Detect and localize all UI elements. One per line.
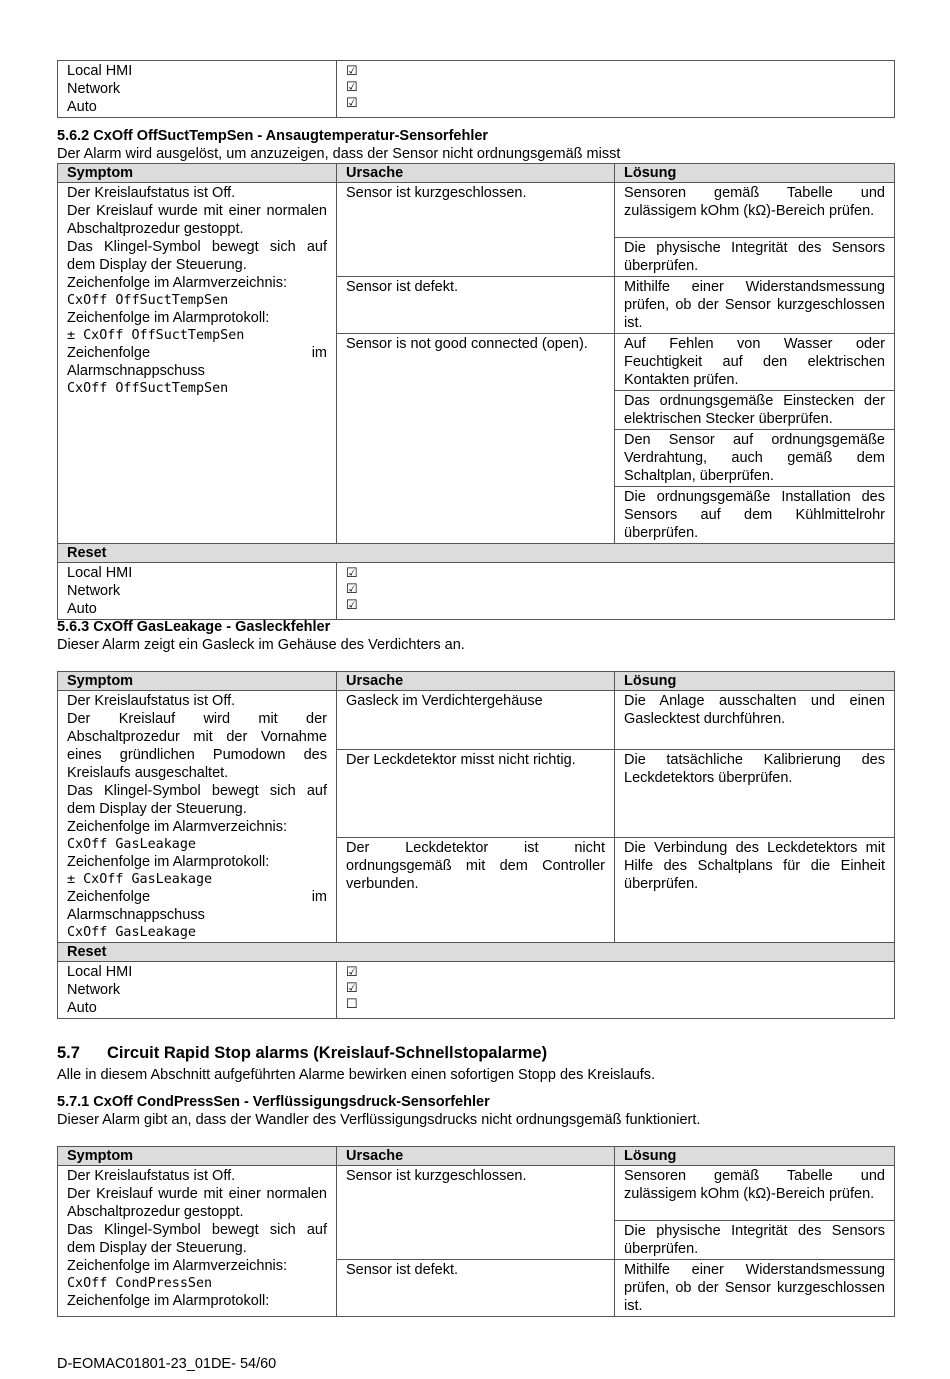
symptom-text: Zeichenfolge im Alarmverzeichnis: <box>67 1258 288 1274</box>
column-header-ursache: Ursache <box>337 1147 615 1166</box>
symptom-text: Das Klingel-Symbol bewegt sich auf dem Display der Steuerung. <box>67 1222 327 1256</box>
column-header-ursache: Ursache <box>337 164 615 183</box>
reset-item: Auto <box>67 99 97 115</box>
symptom-text: Alarmschnappschuss <box>67 363 205 379</box>
solution-cell: Mithilfe einer Widerstandsmessung prüfen, ob der Sensor kurzgeschlossen ist. <box>615 1260 895 1317</box>
section-heading-5-7 <box>57 1044 547 1062</box>
solution-cell: Den Sensor auf ordnungsgemäße Verdrahtung, auch gemäß dem Schaltplan, überprüfen. <box>615 430 895 487</box>
symptom-text: Das Klingel-Symbol bewegt sich auf dem Display der Steuerung. <box>67 783 327 817</box>
alarm-table-5-7-1 <box>57 1146 894 1317</box>
solution-cell: Mithilfe einer Widerstandsmessung prüfen, ob der Sensor kurzgeschlossen ist. <box>615 277 895 334</box>
symptom-cell <box>58 183 337 544</box>
section-intro-5-6-3: Dieser Alarm zeigt ein Gasleck im Gehäuse des Verdichters an. <box>57 637 465 653</box>
checkbox-icon: ☑ <box>346 565 358 580</box>
alarm-code: ± CxOff OffSuctTempSen <box>67 328 245 343</box>
top-reset-table <box>57 60 894 118</box>
solution-cell: Die physische Integrität des Sensors überprüfen. <box>615 238 895 277</box>
page-footer: D-EOMAC01801-23_01DE- 54/60 <box>57 1356 277 1372</box>
reset-item: Local HMI <box>67 964 133 980</box>
section-number: 5.7 <box>57 1044 80 1062</box>
alarm-code: CxOff GasLeakage <box>67 837 196 852</box>
column-header-loesung: Lösung <box>615 1147 895 1166</box>
cause-cell: Sensor ist defekt. <box>337 277 615 334</box>
reset-checks-cell <box>337 962 895 1019</box>
reset-checks-cell <box>337 563 895 620</box>
symptom-text: Alarmschnappschuss <box>67 907 205 923</box>
reset-item: Network <box>67 583 121 599</box>
reset-item: Network <box>67 81 121 97</box>
alarm-code: CxOff OffSuctTempSen <box>67 293 229 308</box>
checkbox-icon: ☑ <box>346 581 358 596</box>
section-intro-5-6-2: Der Alarm wird ausgelöst, um anzuzeigen, dass der Sensor nicht ordnungsgemäß misst <box>57 146 621 162</box>
reset-items-cell <box>58 962 337 1019</box>
symptom-text: Zeichenfolge <box>67 345 151 361</box>
reset-header: Reset <box>58 544 895 563</box>
checkbox-icon: ☑ <box>346 95 358 110</box>
cause-cell: Sensor ist kurzgeschlossen. <box>337 183 615 277</box>
section-heading-5-6-3: 5.6.3 CxOff GasLeakage - Gasleckfehler <box>57 619 331 635</box>
section-intro-5-7-1: Dieser Alarm gibt an, dass der Wandler des Verflüssigungsdrucks nicht ordnungsgemäß funktioniert. <box>57 1112 701 1128</box>
cause-cell: Sensor ist kurzgeschlossen. <box>337 1166 615 1260</box>
solution-cell: Auf Fehlen von Wasser oder Feuchtigkeit auf den elektrischen Kontakten prüfen. <box>615 334 895 391</box>
reset-checks-cell <box>337 61 895 118</box>
alarm-code: ± CxOff GasLeakage <box>67 872 213 887</box>
alarm-table-5-6-3 <box>57 671 894 1019</box>
solution-cell: Sensoren gemäß Tabelle und zulässigem kOhm (kΩ)-Bereich prüfen. <box>615 1166 895 1221</box>
reset-item: Local HMI <box>67 63 133 79</box>
reset-items-cell <box>58 61 337 118</box>
symptom-text: Der Kreislaufstatus ist Off. <box>67 1168 236 1184</box>
cause-cell: Der Leckdetektor misst nicht richtig. <box>337 750 615 838</box>
checkbox-icon: ☑ <box>346 964 358 979</box>
reset-header: Reset <box>58 943 895 962</box>
column-header-loesung: Lösung <box>615 672 895 691</box>
reset-item: Auto <box>67 601 97 617</box>
section-heading-5-7-1: 5.7.1 CxOff CondPressSen - Verflüssigungsdruck-Sensorfehler <box>57 1094 490 1110</box>
reset-item: Local HMI <box>67 565 133 581</box>
section-intro-5-7: Alle in diesem Abschnitt aufgeführten Alarme bewirken einen sofortigen Stopp des Kreislaufs. <box>57 1067 656 1083</box>
symptom-text: Zeichenfolge im Alarmprotokoll: <box>67 310 270 326</box>
symptom-text: Der Kreislaufstatus ist Off. <box>67 693 236 709</box>
symptom-text: im <box>311 345 327 361</box>
symptom-cell <box>58 691 337 943</box>
reset-items-cell <box>58 563 337 620</box>
reset-item: Auto <box>67 1000 97 1016</box>
checkbox-icon: ☑ <box>346 79 358 94</box>
column-header-loesung: Lösung <box>615 164 895 183</box>
symptom-text: Der Kreislauf wurde mit einer normalen Abschaltprozedur gestoppt. <box>67 203 327 237</box>
checkbox-icon: ☐ <box>346 996 358 1011</box>
checkbox-icon: ☑ <box>346 597 358 612</box>
solution-cell: Das ordnungsgemäße Einstecken der elektrischen Stecker überprüfen. <box>615 391 895 430</box>
column-header-symptom: Symptom <box>58 164 337 183</box>
cause-cell: Sensor ist defekt. <box>337 1260 615 1317</box>
reset-item: Network <box>67 982 121 998</box>
alarm-code: CxOff CondPressSen <box>67 1276 213 1291</box>
symptom-text: Zeichenfolge im Alarmprotokoll: <box>67 1293 270 1309</box>
symptom-text: Der Kreislauf wird mit der Abschaltprozedur mit der Vornahme eines gründlichen Pumodown des Kreislaufs ausgeschaltet. <box>67 711 327 781</box>
solution-cell: Die tatsächliche Kalibrierung des Leckdetektors überprüfen. <box>615 750 895 838</box>
solution-cell: Sensoren gemäß Tabelle und zulässigem kOhm (kΩ)-Bereich prüfen. <box>615 183 895 238</box>
solution-cell: Die Verbindung des Leckdetektors mit Hilfe des Schaltplans für die Einheit überprüfen. <box>615 838 895 943</box>
alarm-code: CxOff OffSuctTempSen <box>67 381 229 396</box>
symptom-text: Zeichenfolge im Alarmverzeichnis: <box>67 819 288 835</box>
solution-cell: Die physische Integrität des Sensors überprüfen. <box>615 1221 895 1260</box>
cause-cell: Sensor is not good connected (open). <box>337 334 615 544</box>
column-header-symptom: Symptom <box>58 672 337 691</box>
solution-cell: Die ordnungsgemäße Installation des Sensors auf dem Kühlmittelrohr überprüfen. <box>615 487 895 544</box>
symptom-text: Zeichenfolge <box>67 889 151 905</box>
alarm-code: CxOff GasLeakage <box>67 925 196 940</box>
checkbox-icon: ☑ <box>346 980 358 995</box>
symptom-text: Zeichenfolge im Alarmprotokoll: <box>67 854 270 870</box>
cause-cell: Der Leckdetektor ist nicht ordnungsgemäß mit dem Controller verbunden. <box>337 838 615 943</box>
column-header-ursache: Ursache <box>337 672 615 691</box>
symptom-text: Der Kreislaufstatus ist Off. <box>67 185 236 201</box>
alarm-table-5-6-2 <box>57 163 894 620</box>
section-heading-5-6-2: 5.6.2 CxOff OffSuctTempSen - Ansaugtemperatur-Sensorfehler <box>57 128 489 144</box>
symptom-text: Zeichenfolge im Alarmverzeichnis: <box>67 275 288 291</box>
symptom-text: Das Klingel-Symbol bewegt sich auf dem Display der Steuerung. <box>67 239 327 273</box>
symptom-text: Der Kreislauf wurde mit einer normalen Abschaltprozedur gestoppt. <box>67 1186 327 1220</box>
symptom-text: im <box>311 889 327 905</box>
solution-cell: Die Anlage ausschalten und einen Gaslecktest durchführen. <box>615 691 895 750</box>
checkbox-icon: ☑ <box>346 63 358 78</box>
symptom-cell <box>58 1166 337 1317</box>
cause-cell: Gasleck im Verdichtergehäuse <box>337 691 615 750</box>
section-title: Circuit Rapid Stop alarms (Kreislauf-Schnellstopalarme) <box>107 1044 548 1062</box>
column-header-symptom: Symptom <box>58 1147 337 1166</box>
